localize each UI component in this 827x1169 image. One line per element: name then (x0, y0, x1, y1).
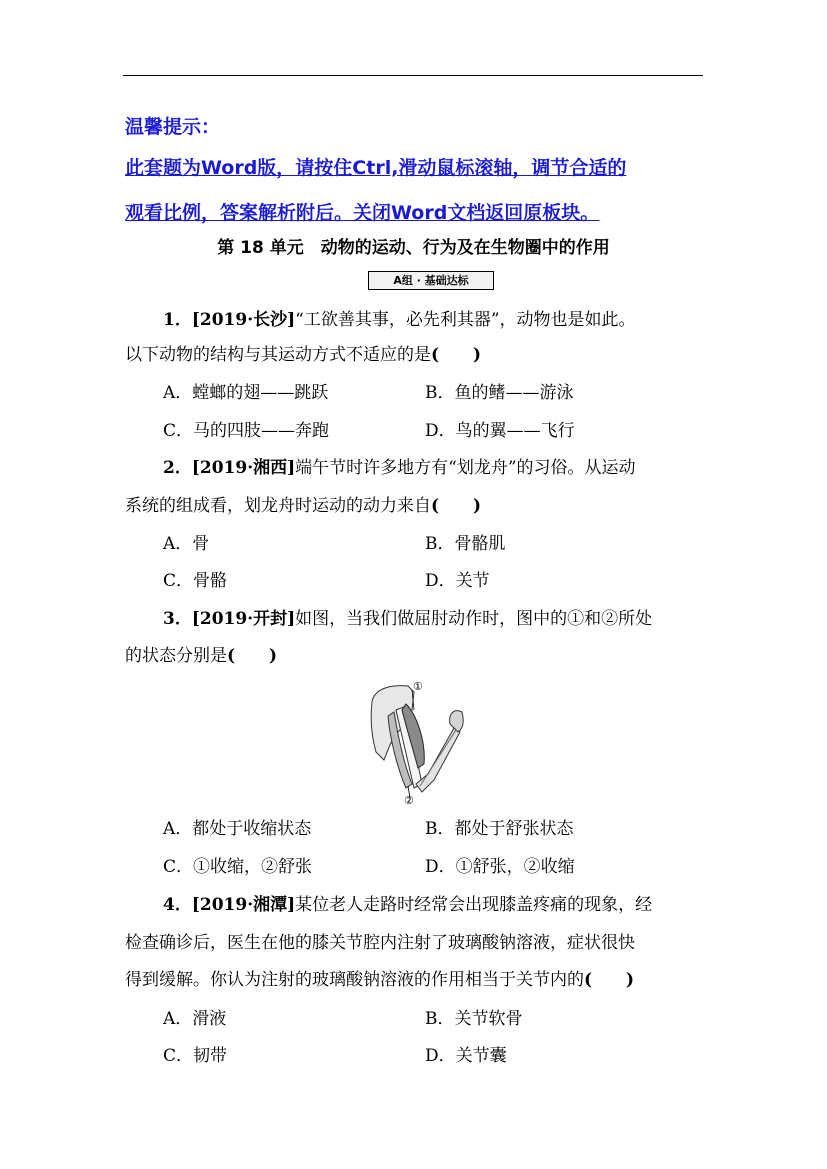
group-badge: A组 · 基础达标 (368, 271, 494, 290)
figure-label-2: ② (404, 794, 414, 806)
question-1-line-1: 1．[2019·长沙]“工欲善其事，必先利其器”，动物也是如此。 (163, 310, 636, 330)
figure-label-1: ① (413, 680, 423, 693)
question-4-option-c[interactable]: C．韧带 (163, 1046, 228, 1066)
question-4-option-a[interactable]: A．滑液 (163, 1009, 227, 1029)
question-2-line-1: 2．[2019·湘西]端午节时许多地方有“划龙舟”的习俗。从运动 (163, 458, 636, 478)
question-3-option-a[interactable]: A．都处于收缩状态 (163, 819, 312, 839)
header-rule (123, 75, 703, 76)
question-2-line-2: 系统的组成看，划龙舟时运动的动力来自( ) (125, 496, 482, 516)
question-3-option-d[interactable]: D．①舒张，②收缩 (425, 857, 575, 877)
question-2-option-b[interactable]: B．骨骼肌 (425, 534, 506, 554)
question-1-option-d[interactable]: D．鸟的翼——飞行 (425, 421, 575, 441)
question-2-option-a[interactable]: A．骨 (163, 534, 210, 554)
unit-title: 第 18 单元 动物的运动、行为及在生物圈中的作用 (217, 238, 610, 258)
question-4-line-2: 检查确诊后，医生在他的膝关节腔内注射了玻璃酸钠溶液，症状很快 (125, 933, 635, 953)
question-3-line-1: 3．[2019·开封]如图，当我们做屈肘动作时，图中的①和②所处 (163, 609, 653, 629)
question-1-option-b[interactable]: B．鱼的鳍——游泳 (425, 383, 574, 403)
question-1-option-c[interactable]: C．马的四肢——奔跑 (163, 421, 330, 441)
question-2-option-c[interactable]: C．骨骼 (163, 571, 228, 591)
question-3-option-c[interactable]: C．①收缩，②舒张 (163, 857, 313, 877)
question-4-option-b[interactable]: B．关节软骨 (425, 1009, 523, 1029)
notice-line-1: 此套题为Word版，请按住Ctrl,滑动鼠标滚轴，调节合适的 (125, 157, 627, 179)
question-4-line-3: 得到缓解。你认为注射的玻璃酸钠溶液的作用相当于关节内的( ) (125, 970, 635, 990)
question-1-option-a[interactable]: A．螳螂的翅——跳跃 (163, 383, 329, 403)
question-1-line-2: 以下动物的结构与其运动方式不适应的是( ) (125, 345, 482, 365)
notice-heading: 温馨提示： (125, 116, 221, 138)
question-4-option-d[interactable]: D．关节囊 (425, 1046, 507, 1066)
question-3-option-b[interactable]: B．都处于舒张状态 (425, 819, 574, 839)
notice-line-2: 观看比例，答案解析附后。关闭Word文档返回原板块。 (125, 202, 600, 224)
question-4-line-1: 4．[2019·湘潭]某位老人走路时经常会出现膝盖疼痛的现象，经 (163, 895, 653, 915)
question-3-line-2: 的状态分别是( ) (125, 646, 278, 666)
question-2-option-d[interactable]: D．关节 (425, 571, 490, 591)
arm-flexion-figure (368, 680, 464, 806)
